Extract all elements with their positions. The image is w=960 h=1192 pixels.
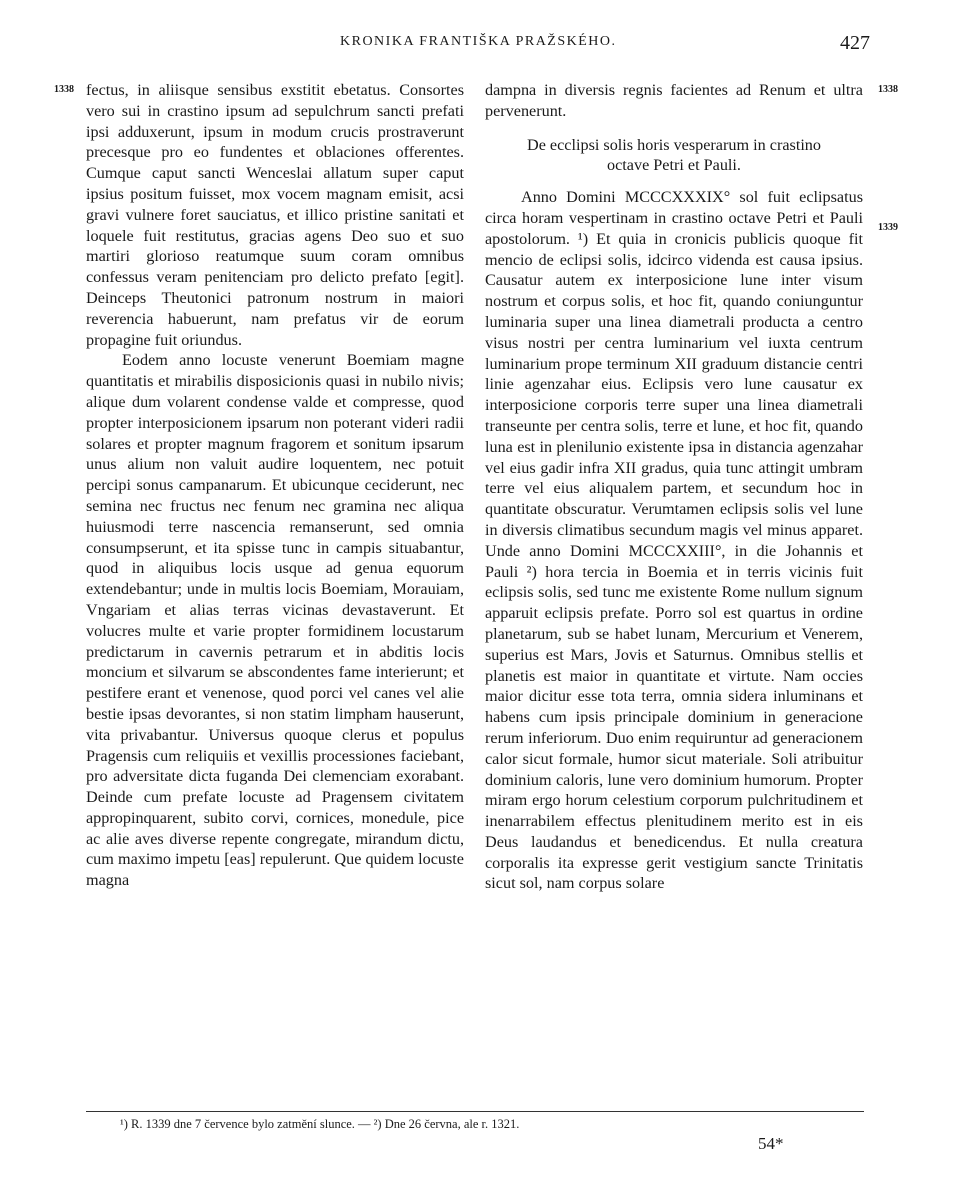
signature-mark: 54* (758, 1134, 784, 1153)
margin-year-left: 1338 (54, 84, 74, 95)
footnote: ¹) R. 1339 dne 7 července bylo zatmění slunce. — ²) Dne 26 června, ale r. 1321. (120, 1117, 520, 1131)
running-title: KRONIKA FRANTIŠKA PRAŽSKÉHO. (340, 34, 617, 49)
left-paragraph-2: Eodem anno locuste venerunt Boemiam magne quantitatis et mirabilis disposicionis quasi in nubilo nivis; alique dum volarent condense valde et compresse, quod propter interposicionem ipsarum non poterant videri radii solares et propter magnum fragorem et sonitum ipsarum unus alium non valuit audire loquentem, nec potuit percipi sonus campanarum. Et ubicunque ceciderunt, nec semina nec fructus nec fenum nec gramina nec aliqua huiusmodi terre nascencia remanserunt, sed omnia consumpserunt, et ita spisse tunc in campis situabantur, quod in aliquibus locis usque ad genua equorum extendebantur; unde in multis locis Boemiam, Morauiam, Vngariam et alias terras vicinas devastaverunt. Et volucres multe et varie propter formidinem locustarum predictarum in cavernis petrarum et in abditis locis moncium et silvarum se abscondentes fame interierunt; et pestifere erant et venenose, quod porci vel canes vel alie bestie ipsas devorantes, si non statim limpham hauserunt, vita privabantur. Universus quoque clerus et populus Pragensis cum reliquiis et vexillis processiones faciebant, pro adversitate dicta fuganda Dei clemenciam exorabant. Deinde cum prefate locuste ad Pragensem civitatem appropinquarent, subito corvi, cornices, monedule, pice ac alie aves diverse repente congregate, mirandum dictu, cum maximo impetu [eas] repulerunt. Que quidem locuste magna (86, 351, 464, 890)
footnote-divider (86, 1111, 864, 1112)
margin-year-right-1339: 1339 (878, 222, 898, 233)
margin-year-right-1338: 1338 (878, 84, 898, 95)
left-column (86, 80, 464, 891)
section-heading-line-1: De ecclipsi solis horis vesperarum in crastino (527, 135, 821, 154)
right-paragraph-top: dampna in diversis regnis facientes ad Renum et ultra pervenerunt. (485, 81, 863, 120)
right-column (485, 80, 863, 894)
section-heading (485, 135, 863, 177)
section-heading-line-2: octave Petri et Pauli. (607, 156, 741, 175)
right-paragraph-main: Anno Domini MCCCXXXIX° sol fuit eclipsatus circa horam vespertinam in crastino octave Petri et Pauli apostolorum. ¹) Et quia in cronicis publicis quoque fit mencio de eclipsi solis, idcirco videnda est causa ipsius. Causatur autem ex interposicione lune inter visum nostrum et corpus solis, et hoc fit, quando coniunguntur luminaria super una linea diametrali producta a centro visus nostri per centra luminarium vel iuxta centrum luminarium prope terminum XII graduum distancie centri linie agenzahar eius. Eclipsis vero lune causatur ex interposicione corporis terre super una linea diametrali transeunte per centra solis, terre et lune, et hoc fit, quando luna est in plenilunio existente ipsa in distancia agenzahar vel eius gadir infra XII gradus, quia tunc attingit umbram terre vel eius aliqualem partem, et secundum hoc in quantitate obscuratur. Verumtamen eclipsis solis vel lune in diversis climatibus secundum magis vel minus apparet. Unde anno Domini MCCCXXIII°, in die Johannis et Pauli ²) hora tercia in Boemia et in terris vicinis fuit eclipsis solis, sed tunc me existente Rome nullum signum apparuit eclipsis prefate. Porro sol est quartus in ordine planetarum, sub se habet lunam, Mercurium et Venerem, superius est Mars, Jovis et Saturnus. Omnibus stellis et planetis est maior in quantitate et virtute. Nam occies maior dicitur esse tota terra, omnia sidera inluminans et habens cum ipsis principale dominium in generacione rerum inferiorum. Duo enim requiruntur ad generacionem calor sicut formale, humor sicut materiale. Soli atribuitur dominium caloris, lune vero dominium humorum. Propter miram ergo horum celestium corporum pulchritudinem et inenarrabilem effectus plenitudinem merito est in eis Deus laudandus et benedicendus. Et nulla creatura corporalis ita expresse gerit vestigium sancte Trinitatis sicut sol, nam corpus solare (485, 188, 863, 893)
page-header (0, 34, 960, 58)
left-paragraph-1: fectus, in aliisque sensibus exstitit ebetatus. Consortes vero sui in crastino ipsum ad sepulchrum sancti prefati ipsi adduxerunt, ipsum in modum crucis prostraverunt precesque pro eo fundentes et oblaciones offerentes. Cumque caput sancti Wenceslai allatum super caput ipsius positum fuisset, mox vocem magnam emisit, acsi gravi vulnere foret sauciatus, et illico pristine sanitati et loquele fuit restitutus, gracias agens Deo suo et suo martiri glorioso reatumque suum coram omnibus confessus veram penitenciam pro delicto prefato [egit]. Deinceps Theutonici patronum nostrum in maiori reverencia habuerunt, nam prefatus vir de eorum propagine fuit oriundus. (86, 81, 464, 349)
page-number: 427 (840, 32, 870, 54)
